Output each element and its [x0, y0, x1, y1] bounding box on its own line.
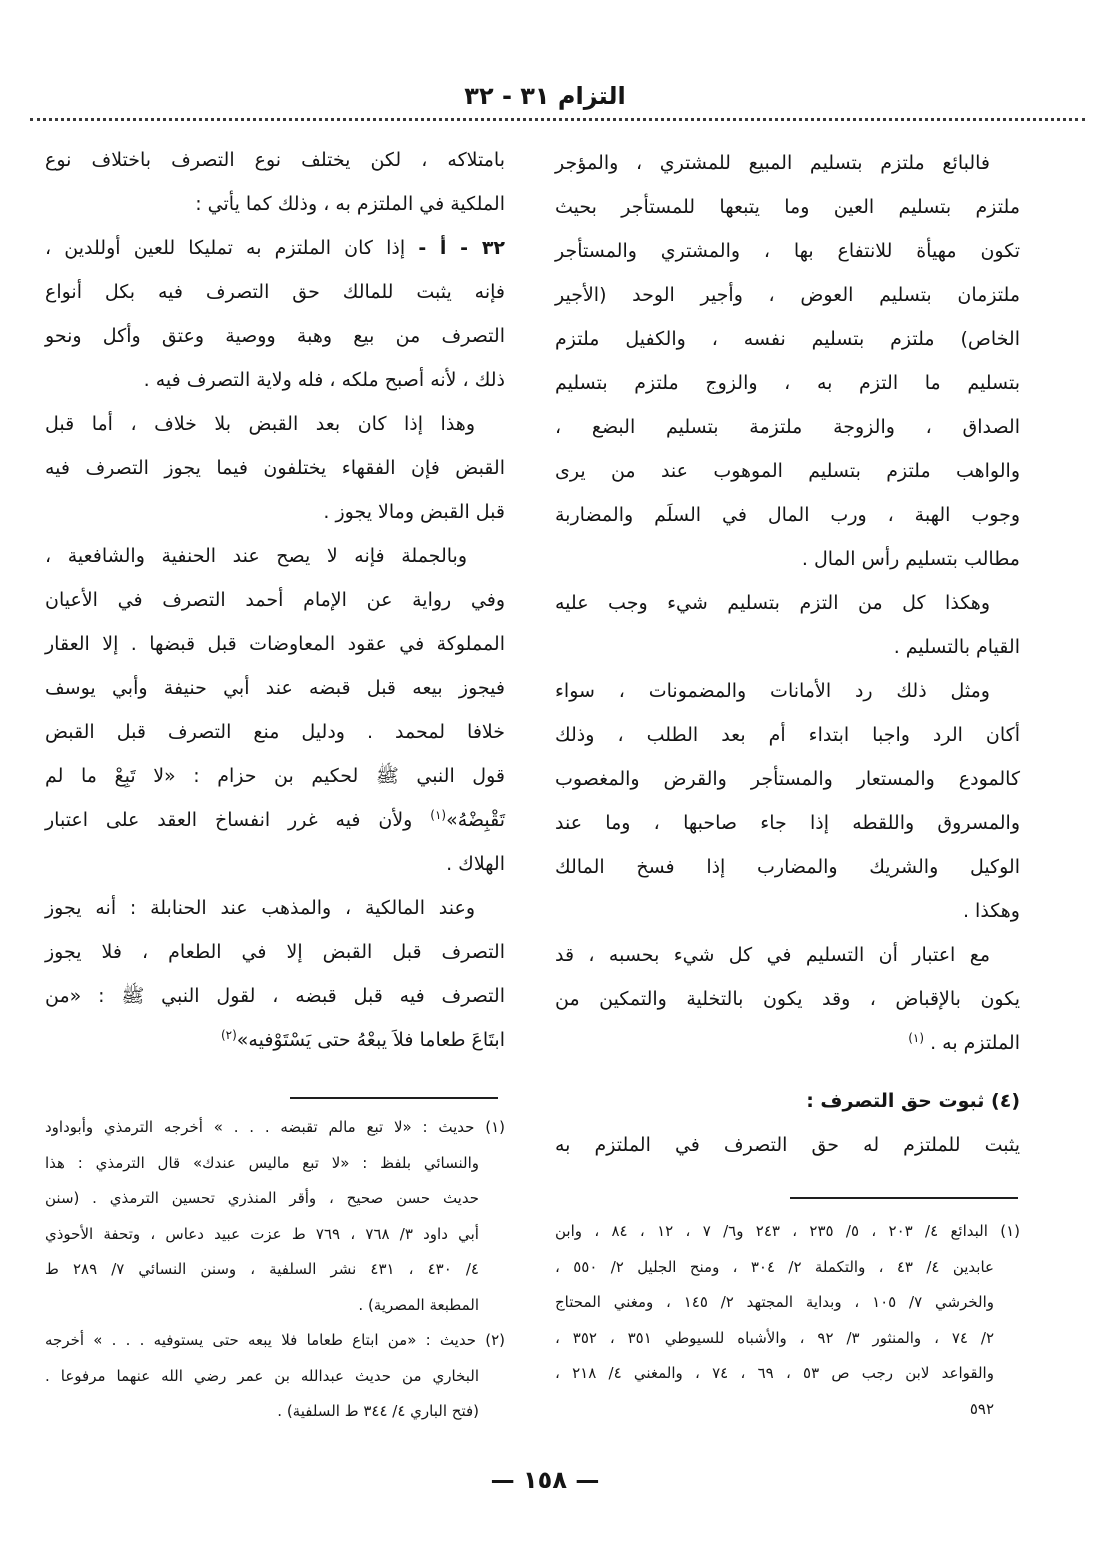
footnote-line: والقواعد لابن رجب ص ٥٣ ، ٦٩ ، ٧٤ ، والمغني ٤/ ٢١٨ ، [555, 1364, 994, 1382]
paragraph [45, 138, 505, 226]
text-line: الصداق ، والزوجة ملتزمة بتسليم البضع ، [555, 416, 1020, 438]
text-line [45, 1018, 505, 1062]
paragraph [555, 933, 1020, 1065]
paragraph [555, 581, 1020, 669]
paragraph [555, 1123, 1020, 1167]
footnote-line: المطبعة المصرية) . [358, 1295, 479, 1314]
paragraph [555, 141, 1020, 581]
text-line: القيام بالتسليم . [893, 636, 1020, 658]
text-line: ذلك ، لأنه أصبح ملكه ، فله ولاية التصرف فيه . [143, 369, 505, 391]
text-line: فيجوز بيعه قبل قبضه عند أبي حنيفة وأبي يوسف [45, 677, 505, 699]
text-segment: تَقْبِضْهُ» [446, 809, 505, 831]
text-line [45, 226, 505, 270]
text-line: ملتزمان بتسليم العوض ، وأجير الوحد (الأجير [555, 284, 1020, 306]
running-head: التزام ٣١ - ٣٢ [464, 82, 626, 110]
text-line: الوكيل والشريك والمضارب إذا فسخ المالك [555, 856, 1020, 878]
text-segment: حديث : «لا تبع مالم تقبضه . . . » أخرجه الترمذي وأبوداود [45, 1118, 475, 1136]
text-line: القبض فإن الفقهاء يختلفون فيما يجوز التصرف فيه [45, 457, 505, 479]
text-line: الخاص) ملتزم بتسليم نفسه ، والكفيل ملتزم [555, 328, 1020, 350]
text-line: وفي رواية عن الإمام أحمد التصرف في الأعيان [45, 589, 505, 611]
text-line: ملتزم بتسليم العين وما يتبعها للمستأجر بحيث [555, 196, 1020, 218]
footnote-marker: (١) [1000, 1222, 1021, 1240]
text-line: الهلاك . [446, 853, 505, 875]
text-segment: ولأن فيه غرر انفساخ العقد على اعتبار [45, 809, 413, 831]
text-line: بتسليم ما التزم به ، والزوج ملتزم بتسليم [555, 372, 1020, 394]
text-line: وبالجملة فإنه لا يصح عند الحنفية والشافعية ، [45, 545, 467, 567]
page-number: — ١٥٨ — [490, 1466, 600, 1494]
text-line: فالبائع ملتزم بتسليم المبيع للمشتري ، والمؤجر [555, 152, 990, 174]
text-line: الملكية في الملتزم به ، وذلك كما يأتي : [195, 193, 505, 215]
text-line: وهكذا . [962, 900, 1020, 922]
text-segment: الملتزم به . [930, 1032, 1020, 1054]
text-line: والمسروق واللقطه إذا جاء صاحبها ، وما عند [555, 812, 1020, 834]
text-line: وعند المالكية ، والمذهب عند الحنابلة : أنه يجوز [45, 897, 475, 919]
footnote-line: حديث حسن صحيح ، وأقر المنذري تحسين الترمذي . (سنن [45, 1189, 479, 1207]
text-line: أكان الرد واجبا ابتداء أم بعد الطلب ، وذلك [555, 724, 1020, 746]
section-heading: (٤) ثبوت حق التصرف : [806, 1090, 1020, 1112]
footnote-line: البخاري من حديث عبدالله بن عمر رضي الله عنهما مرفوعا . [45, 1366, 479, 1385]
footnote [555, 1214, 1020, 1427]
footnote-ref: (١) [908, 1031, 925, 1045]
text-segment: ابتَاعَ طعاما فلاَ يبعْهُ حتى يَسْتَوْفيه» [236, 1029, 505, 1051]
text-line: فإنه يثبت للمالك حق التصرف فيه بكل أنواع [45, 281, 505, 303]
footnote-ref: (١) [430, 808, 447, 822]
text-line: التصرف قبل القبض إلا في الطعام ، فلا يجوز [45, 941, 505, 963]
paragraph [45, 886, 505, 1062]
text-line: وهكذا كل من التزم بتسليم شيء وجب عليه [555, 592, 990, 614]
footnote-separator [290, 1097, 498, 1099]
text-line: ومثل ذلك رد الأمانات والمضمونات ، سواء [555, 680, 990, 702]
clause-number: ٣٢ - أ - [418, 237, 506, 259]
footnote-line: والخرشي ٧/ ١٠٥ ، وبداية المجتهد ٢/ ١٤٥ ، ومغني المحتاج [555, 1293, 995, 1311]
paragraph [45, 402, 505, 534]
text-line: قبل القبض ومالا يجوز . [323, 501, 505, 523]
right-column [555, 141, 1020, 1167]
paragraph [45, 534, 505, 886]
left-column [45, 138, 505, 1062]
footnote-line [555, 1214, 1020, 1250]
footnote-line: (فتح الباري ٤/ ٣٤٤ ط السلفية) . [277, 1402, 479, 1420]
text-segment: حديث : «من ابتاع طعاما فلا يبعه حتى يستوفيه . . . » أخرجه [45, 1331, 476, 1349]
footnote-line: ٢/ ٧٤ ، والمنثور ٣/ ٩٢ ، والأشباه للسيوطي ٣٥١ ، ٣٥٢ ، [555, 1328, 994, 1347]
text-line: مطالب بتسليم رأس المال . [801, 548, 1020, 570]
text-line: خلافا لمحمد . ودليل منع التصرف قبل القبض [45, 721, 505, 743]
paragraph [555, 669, 1020, 933]
text-segment: البدائع ٤/ ٢٠٣ ، ٥/ ٢٣٥ ، ٢٤٣ و٦/ ٧ ، ١٢ ، ٨٤ ، وابن [555, 1222, 988, 1240]
text-line: كالمودع والمستعار والمستأجر والقرض والمغصوب [555, 768, 1020, 790]
text-line [45, 798, 505, 842]
footnote-ref: (٢) [220, 1028, 237, 1042]
text-line: وجوب الهبة ، ورب المال في السلَم والمضاربة [555, 504, 1020, 526]
footnote-line [45, 1323, 505, 1359]
text-line: التصرف من بيع وهبة ووصية وعتق وأكل ونحو [45, 325, 505, 347]
text-line: تكون مهيأة للانتفاع بها ، والمشتري والمستأجر [555, 240, 1020, 262]
footnote-marker: (١) [485, 1118, 505, 1136]
paragraph [45, 226, 505, 402]
text-line: وهذا إذا كان بعد القبض بلا خلاف ، أما قبل [45, 413, 475, 435]
footnote-line [45, 1110, 505, 1146]
text-line: قول النبي ﷺ لحكيم بن حزام : «لا تَبِعْ ما لم [45, 765, 505, 787]
footnotes-right [555, 1214, 1020, 1427]
text-line: يكون بالإقباض ، وقد يكون بالتخلية والتمكين من [555, 988, 1020, 1010]
footnotes-left [45, 1110, 505, 1430]
text-line [555, 1021, 1020, 1065]
footnote-marker: (٢) [485, 1331, 505, 1349]
footnote [45, 1323, 505, 1430]
footnote-line: ٥٩٢ [969, 1399, 994, 1418]
text-line: مع اعتبار أن التسليم في كل شيء بحسبه ، قد [555, 944, 990, 966]
text-line: المملوكة في عقود المعاوضات قبل قبضها . إلا العقار [45, 633, 505, 655]
footnote [45, 1110, 505, 1323]
footnote-line: ٤/ ٤٣٠ ، ٤٣١ نشر السلفية ، وسنن النسائي ٧/ ٢٨٩ ط [45, 1260, 479, 1278]
footnote-line: والنسائي بلفظ : «لا تبع ماليس عندك» قال الترمذي : هذا [45, 1153, 479, 1172]
text-line: التصرف فيه قبل قبضه ، لقول النبي ﷺ : «من [45, 985, 505, 1007]
text-line: بامتلاكه ، لكن يختلف نوع التصرف باختلاف نوع [45, 149, 505, 171]
footnote-line: أبي داود ٣/ ٧٦٨ ، ٧٦٩ ط عزت عبيد دعاس ، وتحفة الأحوذي [45, 1224, 479, 1243]
footnote-line: عابدين ٤/ ٤٣ ، والتكملة ٢/ ٣٠٤ ، ومنح الجليل ٢/ ٥٥٠ ، [555, 1257, 994, 1276]
footnote-separator [790, 1197, 1018, 1199]
text-line: يثبت للملتزم له حق التصرف في الملتزم به [555, 1134, 1020, 1156]
header-dotted-rule [30, 118, 1085, 121]
text-segment: إذا كان الملتزم به تمليكا للعين أوللدين ، [45, 237, 406, 259]
text-line: والواهب ملتزم بتسليم الموهوب عند من يرى [555, 460, 1020, 482]
